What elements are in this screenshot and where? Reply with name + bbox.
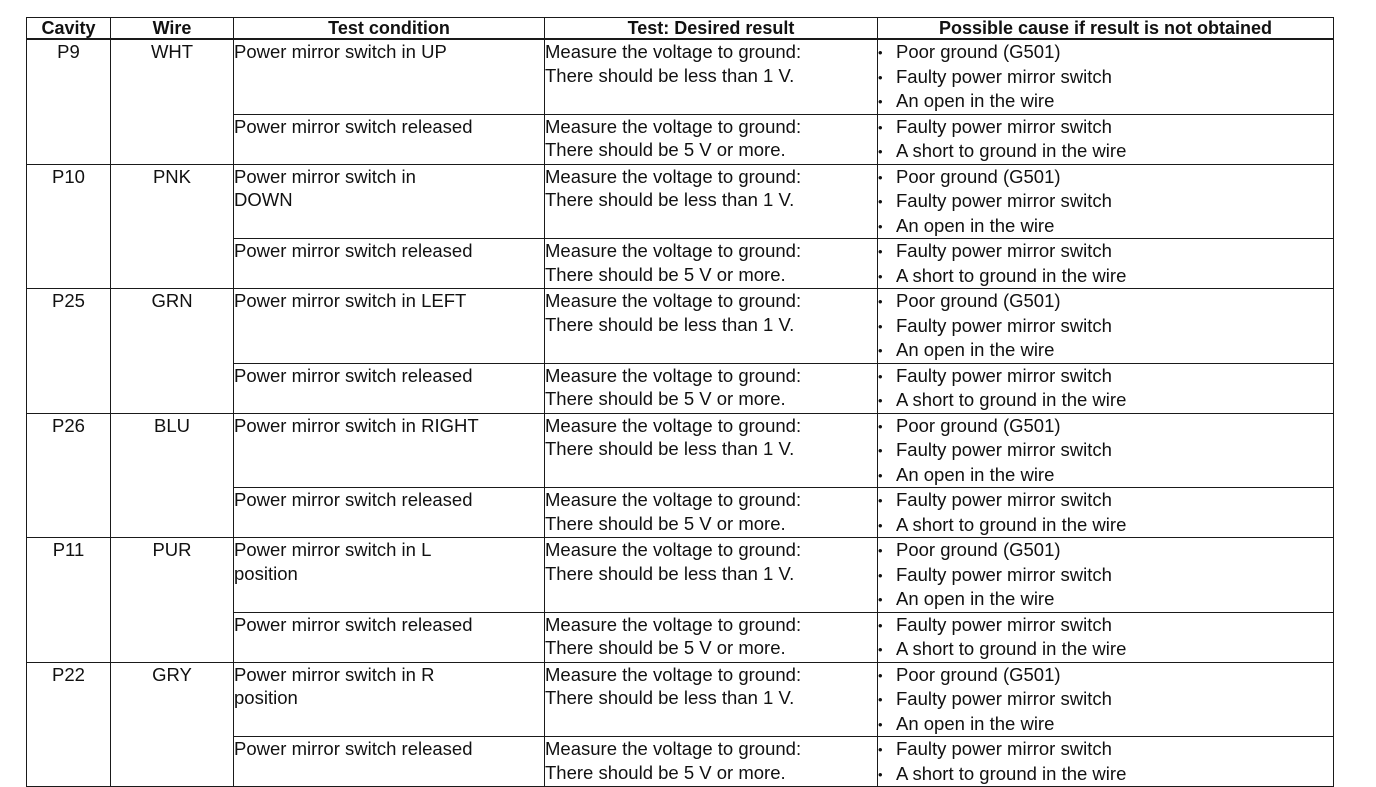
bullet-icon: • <box>878 393 883 408</box>
bullet-icon: • <box>878 244 883 259</box>
test-condition-cell <box>234 413 545 488</box>
cause-list <box>878 414 1333 488</box>
bullet-icon: • <box>878 543 883 558</box>
wire-color-cell: PUR <box>111 538 234 663</box>
cause-item <box>878 762 1333 787</box>
cause-text: Faulty power mirror switch <box>896 489 1112 510</box>
cause-text: Poor ground (G501) <box>896 290 1061 311</box>
test-condition-cell <box>234 39 545 114</box>
test-condition-cell <box>234 289 545 364</box>
bullet-icon: • <box>878 567 883 583</box>
bullet-icon: • <box>878 119 883 135</box>
desired-result-cell <box>545 538 878 613</box>
cavity-cell: P9 <box>27 39 111 164</box>
cause-text: Faulty power mirror switch <box>896 688 1112 709</box>
result-line: Measure the voltage to ground: <box>545 663 802 685</box>
cause-text: A short to ground in the wire <box>896 513 1127 535</box>
bullet-icon: • <box>878 343 883 358</box>
cause-text: Poor ground (G501) <box>896 414 1061 436</box>
desired-result-cell <box>545 114 878 164</box>
possible-cause-cell <box>878 39 1334 114</box>
bullet-icon: • <box>878 617 883 633</box>
bullet-icon: • <box>878 418 883 434</box>
possible-cause-cell <box>878 239 1334 289</box>
cause-item <box>878 613 1333 638</box>
bullet-icon: • <box>878 742 883 757</box>
bullet-icon: • <box>878 144 883 159</box>
result-line: There should be 5 V or more. <box>545 139 786 160</box>
cause-text: A short to ground in the wire <box>896 638 1127 659</box>
test-table <box>26 17 1334 787</box>
test-condition-cell <box>234 363 545 413</box>
cause-item <box>878 165 1333 190</box>
test-condition-cell <box>234 164 545 239</box>
possible-cause-cell <box>878 413 1334 488</box>
cause-item <box>878 563 1333 588</box>
cause-text: An open in the wire <box>896 588 1055 609</box>
possible-cause-cell <box>878 289 1334 364</box>
header-test-condition: Test condition <box>234 18 545 40</box>
cause-text: A short to ground in the wire <box>896 140 1127 161</box>
condition-line: Power mirror switch in UP <box>234 41 447 62</box>
condition-line: Power mirror switch released <box>234 115 473 137</box>
desired-result-cell <box>545 239 878 289</box>
result-line: Measure the voltage to ground: <box>545 290 802 311</box>
condition-line: position <box>234 687 298 708</box>
cause-list <box>878 40 1333 114</box>
cause-text: A short to ground in the wire <box>896 762 1127 784</box>
cause-list <box>878 289 1333 363</box>
cause-text: A short to ground in the wire <box>896 264 1127 286</box>
cause-text: Faulty power mirror switch <box>896 613 1112 635</box>
result-line: Measure the voltage to ground: <box>545 414 802 436</box>
cavity-cell: P10 <box>27 164 111 289</box>
condition-line: Power mirror switch in RIGHT <box>234 414 479 436</box>
result-line: Measure the voltage to ground: <box>545 41 802 62</box>
cause-text: Faulty power mirror switch <box>896 738 1112 759</box>
desired-result-cell <box>545 662 878 737</box>
wire-color-cell: GRY <box>111 662 234 787</box>
cause-text: An open in the wire <box>896 463 1055 485</box>
cavity-cell: P11 <box>27 538 111 663</box>
test-condition-cell <box>234 538 545 613</box>
bullet-icon: • <box>878 493 883 508</box>
cavity-cell: P25 <box>27 289 111 414</box>
condition-line: Power mirror switch released <box>234 240 473 261</box>
cause-text: Poor ground (G501) <box>896 539 1061 560</box>
cavity-cell: P26 <box>27 413 111 538</box>
table-row <box>27 538 1334 613</box>
condition-line: Power mirror switch in <box>234 165 416 187</box>
desired-result-cell <box>545 737 878 787</box>
cause-text: Faulty power mirror switch <box>896 65 1112 87</box>
possible-cause-cell <box>878 164 1334 239</box>
cause-item <box>878 587 1333 612</box>
cause-item <box>878 488 1333 513</box>
cause-item <box>878 364 1333 389</box>
header-desired-result: Test: Desired result <box>545 18 878 40</box>
bullet-icon: • <box>878 218 883 234</box>
condition-line: Power mirror switch released <box>234 364 473 386</box>
result-line: There should be 5 V or more. <box>545 637 786 658</box>
bullet-icon: • <box>878 467 883 483</box>
bullet-icon: • <box>878 318 883 334</box>
cause-list <box>878 488 1333 537</box>
cause-list <box>878 538 1333 612</box>
cause-item <box>878 65 1333 90</box>
test-condition-cell <box>234 612 545 662</box>
bullet-icon: • <box>878 294 883 309</box>
test-condition-cell <box>234 662 545 737</box>
cause-text: Faulty power mirror switch <box>896 314 1112 336</box>
bullet-icon: • <box>878 169 883 185</box>
table-body <box>27 39 1334 787</box>
bullet-icon: • <box>878 368 883 384</box>
table-row <box>27 39 1334 114</box>
cause-item <box>878 139 1333 164</box>
cause-item <box>878 637 1333 662</box>
result-line: There should be less than 1 V. <box>545 562 795 584</box>
cause-item <box>878 40 1333 65</box>
cause-item <box>878 414 1333 439</box>
cause-item <box>878 314 1333 339</box>
bullet-icon: • <box>878 69 883 85</box>
cause-item <box>878 214 1333 239</box>
bullet-icon: • <box>878 642 883 657</box>
test-condition-cell <box>234 114 545 164</box>
possible-cause-cell <box>878 363 1334 413</box>
cause-item <box>878 538 1333 563</box>
cause-text: An open in the wire <box>896 90 1055 111</box>
desired-result-cell <box>545 413 878 488</box>
bullet-icon: • <box>878 94 883 109</box>
header-cavity: Cavity <box>27 18 111 40</box>
cause-text: Faulty power mirror switch <box>896 240 1112 261</box>
result-line: There should be 5 V or more. <box>545 512 786 534</box>
table-row <box>27 289 1334 364</box>
condition-line: Power mirror switch in R <box>234 663 435 685</box>
cause-item <box>878 687 1333 712</box>
cavity-cell: P22 <box>27 662 111 787</box>
cause-item <box>878 189 1333 214</box>
header-possible-cause: Possible cause if result is not obtained <box>878 18 1334 40</box>
condition-line: Power mirror switch released <box>234 613 473 635</box>
test-condition-cell <box>234 488 545 538</box>
header-wire: Wire <box>111 18 234 40</box>
cause-text: Faulty power mirror switch <box>896 364 1112 386</box>
cause-item <box>878 388 1333 413</box>
cause-text: Faulty power mirror switch <box>896 190 1112 211</box>
possible-cause-cell <box>878 488 1334 538</box>
cause-list <box>878 663 1333 737</box>
result-line: There should be 5 V or more. <box>545 263 786 285</box>
bullet-icon: • <box>878 268 883 284</box>
desired-result-cell <box>545 39 878 114</box>
bullet-icon: • <box>878 766 883 782</box>
cause-item <box>878 463 1333 488</box>
cause-text: An open in the wire <box>896 339 1055 360</box>
result-line: Measure the voltage to ground: <box>545 165 802 187</box>
desired-result-cell <box>545 612 878 662</box>
bullet-icon: • <box>878 692 883 707</box>
cause-text: Poor ground (G501) <box>896 41 1061 62</box>
result-line: Measure the voltage to ground: <box>545 364 802 386</box>
desired-result-cell <box>545 363 878 413</box>
cause-item <box>878 289 1333 314</box>
condition-line: position <box>234 562 298 584</box>
test-condition-cell <box>234 737 545 787</box>
wire-color-cell: WHT <box>111 39 234 164</box>
result-line: There should be less than 1 V. <box>545 438 795 459</box>
condition-line: Power mirror switch released <box>234 489 473 510</box>
table-row <box>27 662 1334 737</box>
table-row <box>27 164 1334 239</box>
cause-text: Poor ground (G501) <box>896 165 1061 187</box>
result-line: Measure the voltage to ground: <box>545 539 802 560</box>
cause-list <box>878 239 1333 288</box>
desired-result-cell <box>545 289 878 364</box>
possible-cause-cell <box>878 612 1334 662</box>
cause-item <box>878 737 1333 762</box>
wire-color-cell: PNK <box>111 164 234 289</box>
wire-color-cell: GRN <box>111 289 234 414</box>
cause-list <box>878 737 1333 786</box>
cause-item <box>878 513 1333 538</box>
troubleshooting-document <box>26 17 1334 787</box>
possible-cause-cell <box>878 662 1334 737</box>
result-line: There should be less than 1 V. <box>545 687 795 708</box>
test-condition-cell <box>234 239 545 289</box>
desired-result-cell <box>545 164 878 239</box>
result-line: There should be less than 1 V. <box>545 313 795 335</box>
cause-item <box>878 115 1333 140</box>
bullet-icon: • <box>878 592 883 607</box>
bullet-icon: • <box>878 194 883 209</box>
cause-list <box>878 115 1333 164</box>
possible-cause-cell <box>878 737 1334 787</box>
possible-cause-cell <box>878 538 1334 613</box>
table-row <box>27 413 1334 488</box>
header-row <box>27 18 1334 40</box>
cause-item <box>878 338 1333 363</box>
possible-cause-cell <box>878 114 1334 164</box>
cause-list <box>878 165 1333 239</box>
result-line: Measure the voltage to ground: <box>545 613 802 635</box>
cause-item <box>878 239 1333 264</box>
desired-result-cell <box>545 488 878 538</box>
bullet-icon: • <box>878 45 883 60</box>
result-line: Measure the voltage to ground: <box>545 738 802 759</box>
bullet-icon: • <box>878 443 883 458</box>
bullet-icon: • <box>878 517 883 533</box>
cause-text: Faulty power mirror switch <box>896 115 1112 137</box>
bullet-icon: • <box>878 716 883 732</box>
cause-item <box>878 712 1333 737</box>
bullet-icon: • <box>878 667 883 683</box>
cause-list <box>878 613 1333 662</box>
cause-item <box>878 89 1333 114</box>
result-line: There should be 5 V or more. <box>545 761 786 783</box>
cause-text: A short to ground in the wire <box>896 389 1127 410</box>
condition-line: DOWN <box>234 189 293 210</box>
cause-text: Poor ground (G501) <box>896 663 1061 685</box>
cause-list <box>878 364 1333 413</box>
cause-text: An open in the wire <box>896 214 1055 236</box>
result-line: There should be 5 V or more. <box>545 388 786 409</box>
cause-text: Faulty power mirror switch <box>896 439 1112 460</box>
condition-line: Power mirror switch in LEFT <box>234 290 467 311</box>
result-line: Measure the voltage to ground: <box>545 489 802 510</box>
condition-line: Power mirror switch released <box>234 738 473 759</box>
result-line: There should be less than 1 V. <box>545 189 795 210</box>
cause-text: Faulty power mirror switch <box>896 563 1112 585</box>
result-line: Measure the voltage to ground: <box>545 115 802 137</box>
result-line: Measure the voltage to ground: <box>545 240 802 261</box>
result-line: There should be less than 1 V. <box>545 64 795 86</box>
cause-item <box>878 438 1333 463</box>
cause-item <box>878 264 1333 289</box>
condition-line: Power mirror switch in L <box>234 539 432 560</box>
cause-item <box>878 663 1333 688</box>
cause-text: An open in the wire <box>896 712 1055 734</box>
wire-color-cell: BLU <box>111 413 234 538</box>
